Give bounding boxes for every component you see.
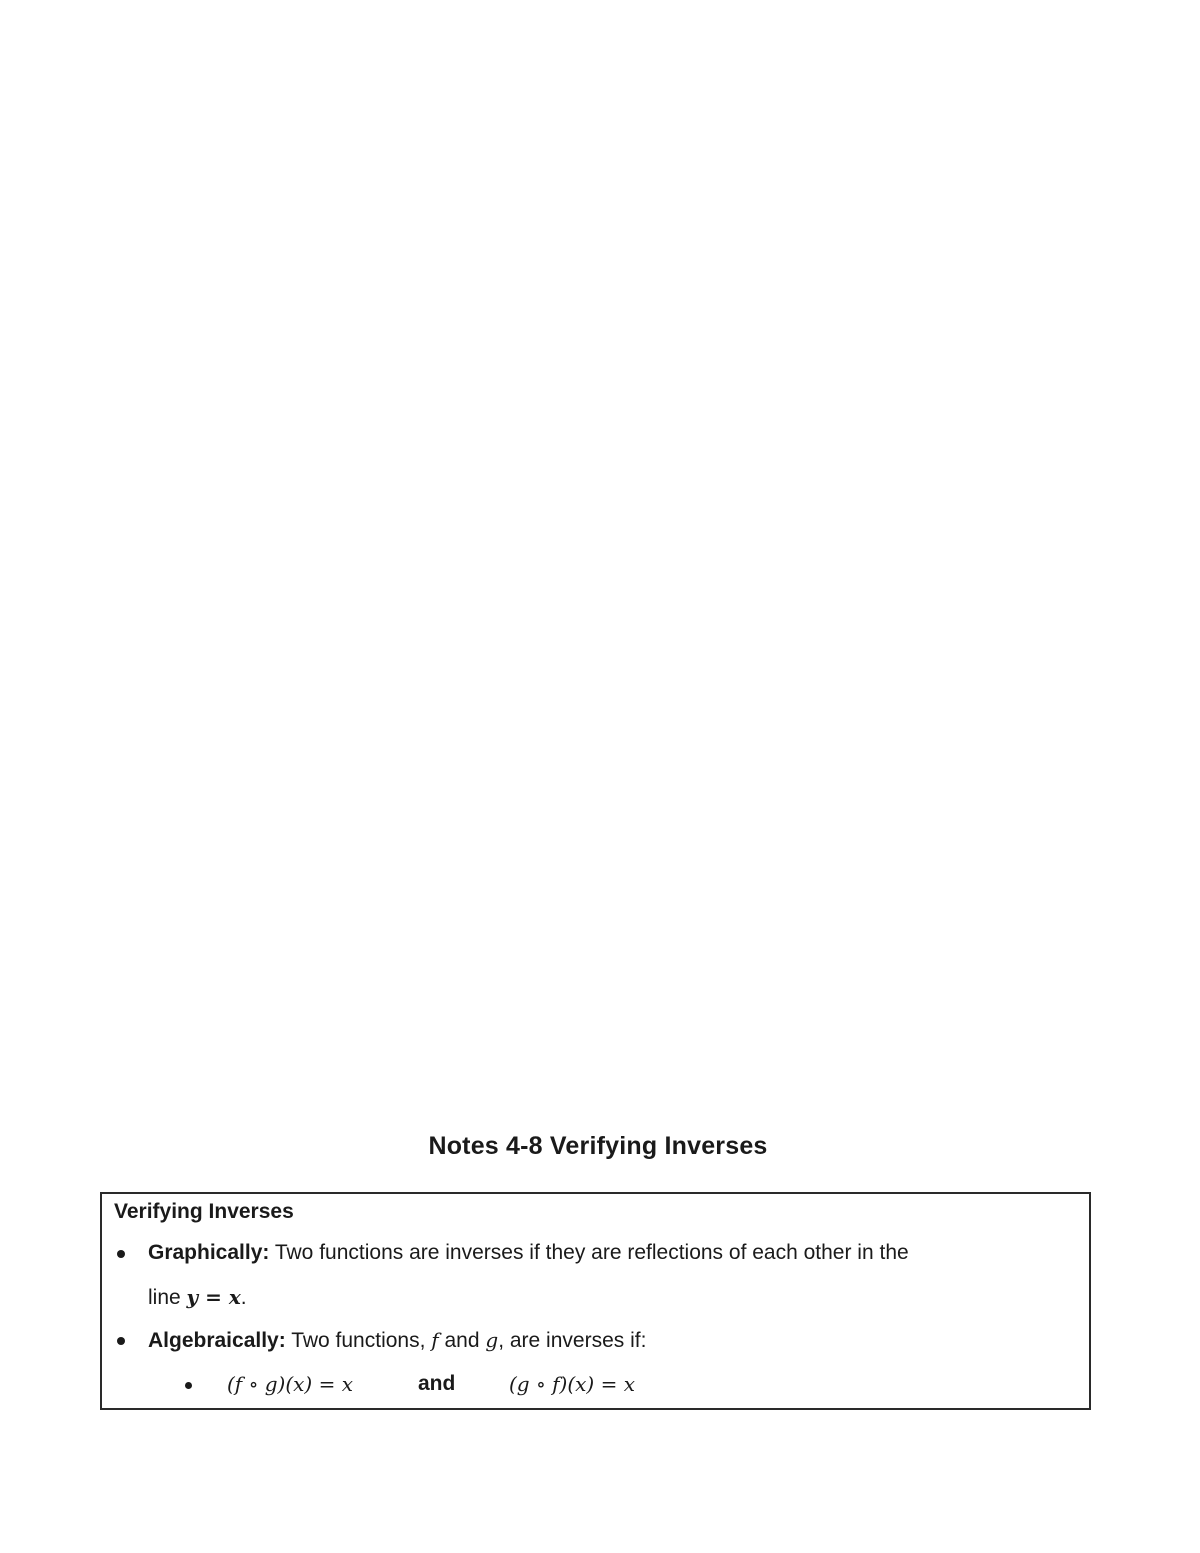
algebraically-text-c: , are inverses if: bbox=[498, 1329, 647, 1352]
bullet-graphically bbox=[117, 1250, 125, 1258]
variable-g: g bbox=[485, 1328, 499, 1352]
algebraically-text-b: and bbox=[438, 1329, 486, 1352]
graphically-line-1 bbox=[148, 1241, 909, 1265]
algebraically-term: Algebraically: bbox=[148, 1329, 286, 1352]
variable-f: f bbox=[431, 1328, 439, 1352]
graphically-period: . bbox=[240, 1286, 247, 1309]
algebraically-text-a: Two functions, bbox=[285, 1329, 432, 1352]
condition-g-of-f: (g ∘ f)(x) = x bbox=[509, 1372, 635, 1396]
graphically-text: Two functions are inverses if they are reflections of each other in the bbox=[269, 1241, 909, 1264]
bullet-conditions bbox=[185, 1382, 192, 1389]
condition-f-of-g: (f ∘ g)(x) = x bbox=[227, 1372, 353, 1396]
graphically-term: Graphically: bbox=[148, 1241, 270, 1264]
bullet-algebraically bbox=[117, 1337, 125, 1345]
page-title: Notes 4-8 Verifying Inverses bbox=[428, 1132, 768, 1160]
notes-box bbox=[100, 1192, 1091, 1410]
box-heading: Verifying Inverses bbox=[114, 1200, 294, 1223]
condition-connector: and bbox=[418, 1372, 456, 1395]
graphically-line-2 bbox=[148, 1285, 247, 1310]
graphically-line-prefix: line bbox=[148, 1286, 187, 1309]
algebraically-line bbox=[148, 1328, 646, 1353]
graphically-equation: y = x bbox=[186, 1285, 241, 1309]
